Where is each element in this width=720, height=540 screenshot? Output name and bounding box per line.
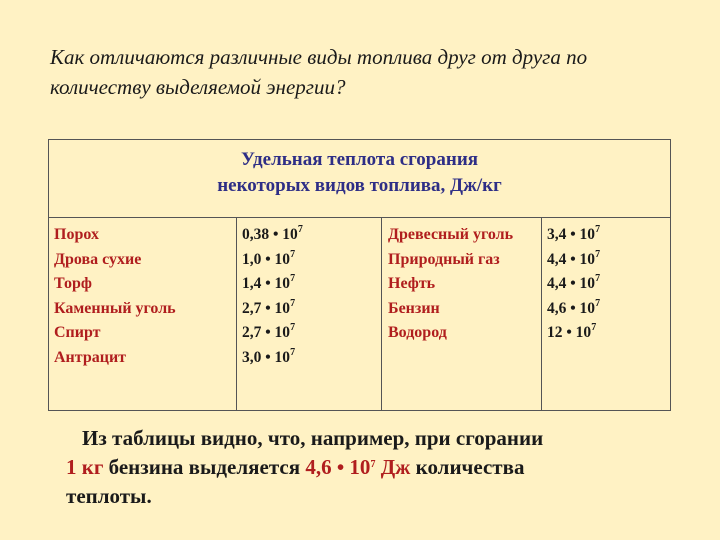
left-fuel-names-column — [49, 218, 237, 411]
heat-value — [242, 346, 381, 371]
left-fuel-values-column — [237, 218, 382, 411]
heat-value-mantissa: 2,7 — [242, 324, 262, 341]
heat-value — [242, 248, 381, 273]
fuel-name: Нефть — [388, 275, 436, 292]
conclusion-amount: 1 кг — [66, 455, 104, 479]
heat-value-exponent: 7 — [595, 248, 601, 260]
heat-value-exponent: 7 — [595, 224, 601, 235]
heat-value-exponent: 7 — [297, 224, 303, 235]
heat-value-multiplier: • 10 — [265, 299, 291, 317]
question-line-2: количеству выделяемой энергии? — [50, 75, 346, 99]
heat-value — [242, 321, 381, 346]
heat-value-multiplier: • 10 — [570, 275, 596, 292]
conclusion-line-1 — [66, 424, 666, 453]
fuel-name: Спирт — [54, 324, 101, 341]
question-text — [50, 42, 690, 102]
fuel-name: Дрова сухие — [54, 250, 142, 268]
conclusion-part-3: количества — [410, 455, 525, 479]
fuel-name: Порох — [54, 226, 99, 243]
heat-value — [242, 297, 381, 322]
heat-value-mantissa: 4,4 — [547, 250, 567, 268]
heat-value-mantissa: 4,4 — [547, 275, 567, 292]
conclusion-part-1: Из таблицы видно, что, например, при сгорании — [82, 426, 544, 450]
heat-value-mantissa: 3,0 — [242, 348, 262, 366]
heat-value-exponent: 7 — [591, 322, 597, 333]
fuel-name: Природный газ — [388, 250, 500, 268]
heat-value-exponent: 7 — [595, 297, 601, 309]
conclusion-part-2: бензина выделяется — [103, 455, 306, 479]
fuel-name: Водород — [388, 324, 447, 341]
heat-value-mantissa: 2,7 — [242, 299, 262, 317]
right-fuel-names-column — [382, 218, 542, 411]
right-fuel-values-column — [542, 218, 670, 411]
heat-value — [242, 272, 381, 297]
conclusion-text — [66, 424, 666, 511]
heat-value-mantissa: 0,38 — [242, 226, 270, 243]
conclusion-unit: Дж — [375, 455, 411, 479]
heat-value-exponent: 7 — [290, 322, 296, 333]
table-header — [49, 140, 670, 218]
heat-value-multiplier: • 10 — [265, 250, 291, 268]
fuel-name: Бензин — [388, 299, 440, 317]
heat-value-mantissa: 1,4 — [242, 275, 262, 292]
heat-value — [547, 272, 670, 297]
conclusion-line-2 — [66, 453, 666, 482]
table-title-line-1: Удельная теплота сгорания — [240, 149, 479, 170]
fuel-name: Торф — [54, 275, 92, 292]
heat-value-mantissa: 12 — [547, 324, 563, 341]
conclusion-value-exponent: 7 — [370, 459, 376, 470]
heat-value-multiplier: • 10 — [566, 324, 592, 341]
heat-value-multiplier: • 10 — [570, 226, 596, 243]
heat-value — [547, 223, 670, 248]
table-title-line-2: некоторых видов топлива, Дж/кг — [217, 175, 502, 196]
heat-value-exponent: 7 — [290, 273, 296, 284]
heat-value-mantissa: 1,0 — [242, 250, 262, 268]
heat-value-multiplier: • 10 — [265, 275, 291, 292]
heat-value-multiplier: • 10 — [265, 348, 291, 366]
heat-value-multiplier: • 10 — [273, 226, 298, 243]
conclusion-line-3 — [66, 482, 666, 511]
heat-value-exponent: 7 — [290, 248, 296, 260]
heat-value — [547, 321, 670, 346]
heat-value-exponent: 7 — [290, 297, 296, 309]
heat-value-exponent: 7 — [290, 346, 296, 358]
heat-value — [547, 297, 670, 322]
conclusion-value-mantissa: 4,6 • 10 — [305, 455, 371, 479]
heat-value — [547, 248, 670, 273]
fuel-name: Древесный уголь — [388, 226, 514, 243]
heat-value-multiplier: • 10 — [570, 250, 596, 268]
conclusion-part-4: теплоты. — [66, 484, 152, 508]
heat-value — [242, 223, 381, 248]
heat-value-exponent: 7 — [595, 273, 601, 284]
heat-value-mantissa: 3,4 — [547, 226, 567, 243]
conclusion-value — [305, 455, 410, 479]
fuel-name: Каменный уголь — [54, 299, 176, 317]
heat-value-multiplier: • 10 — [265, 324, 291, 341]
heat-value-multiplier: • 10 — [570, 299, 596, 317]
fuel-heat-table — [48, 139, 671, 411]
heat-value-mantissa: 4,6 — [547, 299, 567, 317]
question-line-1: Как отличаются различные виды топлива друг от друга по — [50, 45, 588, 69]
fuel-name: Антрацит — [54, 348, 127, 366]
